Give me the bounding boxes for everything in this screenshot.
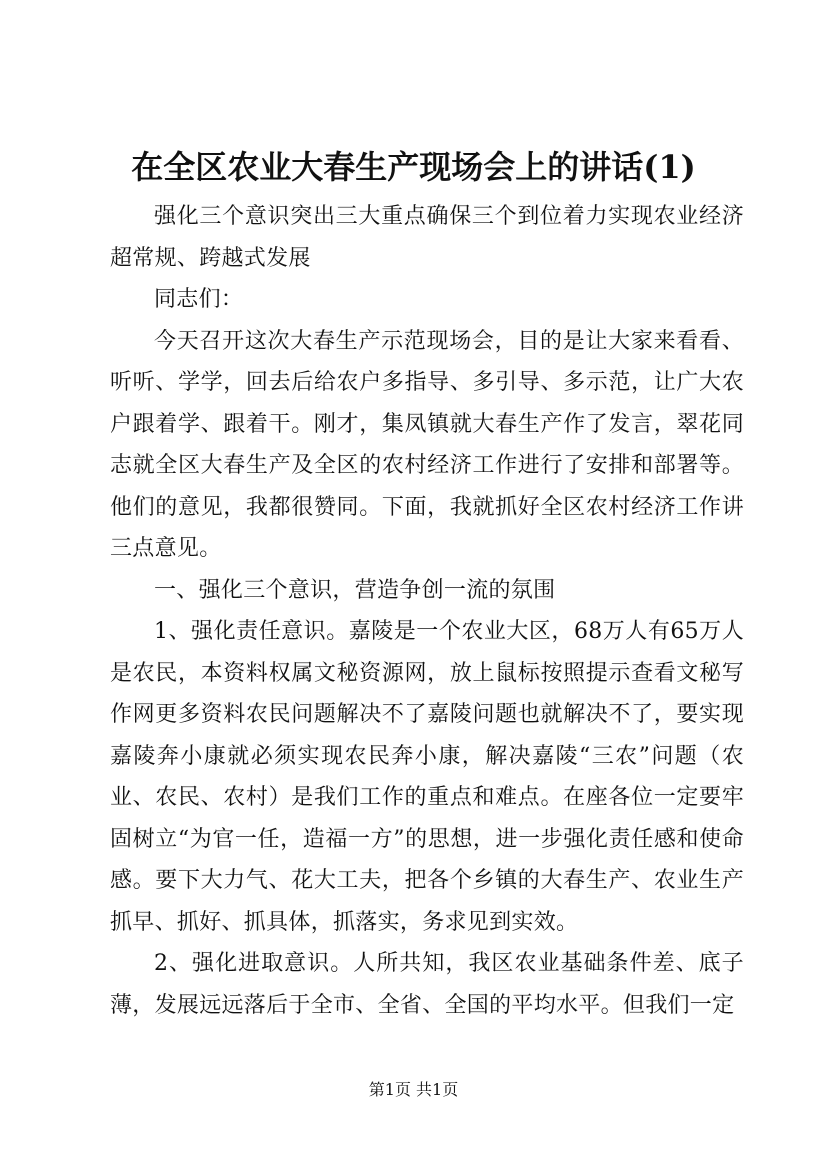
point-2-paragraph: 2、强化进取意识。人所共知，我区农业基础条件差、底子薄，发展远远落后于全市、全省、全国的平均水平。但我们一定	[110, 951, 744, 1018]
document-title: 在全区农业大春生产现场会上的讲话(1)	[131, 148, 696, 186]
section-heading-1: 一、强化三个意识，营造争创一流的氛围	[154, 577, 556, 603]
intro-paragraph: 今天召开这次大春生产示范现场会，目的是让大家来看看、听听、学学，回去后给农户多指导、多引导、多示范，让广大农户跟着学、跟着干。刚才，集凤镇就大春生产作了发言，翠花同志就全区大春生产及全区的农村经济工作进行了安排和部署等。他们的意见，我都很赞同。下面，我就抓好全区农村经济工作讲三点意见。	[110, 328, 744, 561]
document-body	[110, 196, 744, 1026]
salutation-paragraph: 同志们：	[154, 287, 244, 312]
subtitle-paragraph: 强化三个意识突出三大重点确保三个到位着力实现农业经济超常规、跨越式发展	[110, 204, 744, 271]
page-footer: 第1页 共1页	[368, 1080, 459, 1099]
point-1-paragraph: 1、强化责任意识。嘉陵是一个农业大区，68万人有65万人是农民，本资料权属文秘资源网，放上鼠标按照提示查看文秘写作网更多资料农民问题解决不了嘉陵问题也就解决不了，要实现嘉陵奔小康就必须实现农民奔小康，解决嘉陵“三农”问题（农业、农民、农村）是我们工作的重点和难点。在座各位一定要牢固树立“为官一任，造福一方”的思想，进一步强化责任感和使命感。要下大力气、花大工夫，把各个乡镇的大春生产、农业生产抓早、抓好、抓具体，抓落实，务求见到实效。	[110, 619, 744, 935]
